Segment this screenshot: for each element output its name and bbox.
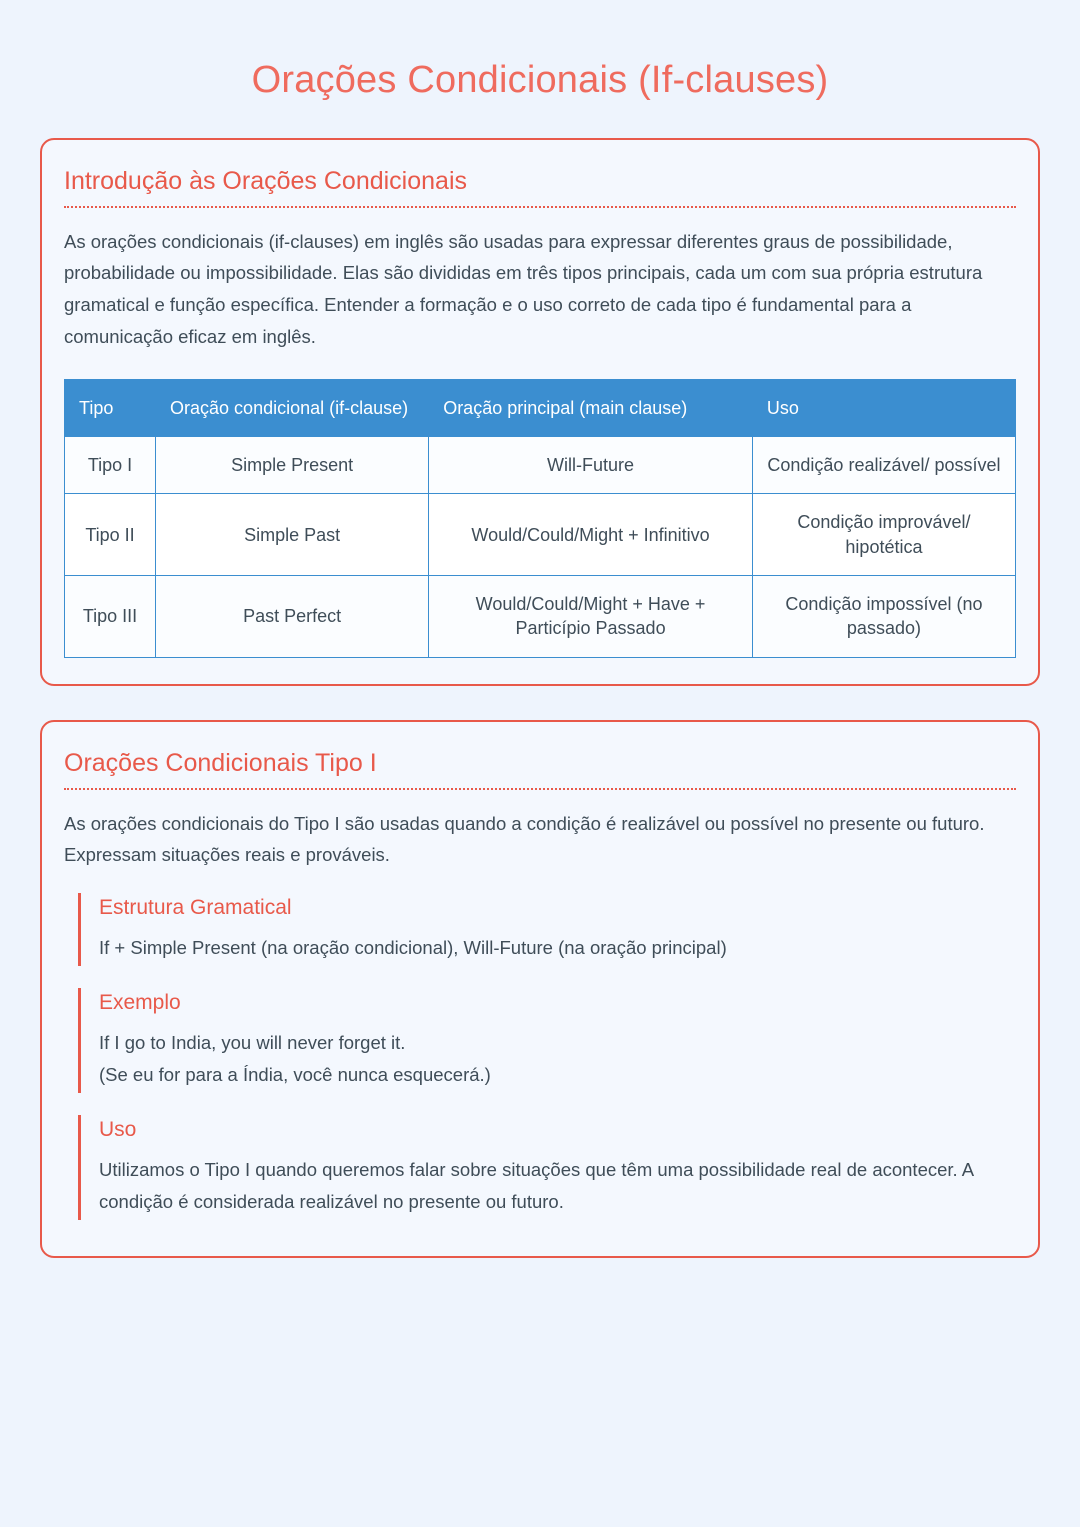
- subsection-title: Uso: [99, 1118, 137, 1142]
- table-row: [65, 494, 1016, 576]
- cell-tipo: Tipo II: [65, 494, 156, 576]
- section-divider: [64, 788, 1016, 790]
- subsection-line-1: If + Simple Present (na oração condicional), Will-Future (na oração principal): [99, 937, 727, 959]
- cell-if-clause: Simple Past: [156, 494, 429, 576]
- cell-if-clause: Simple Present: [156, 437, 429, 494]
- subsection-title: Exemplo: [99, 991, 181, 1015]
- section-title-introduction: Introdução às Orações Condicionais: [64, 166, 468, 195]
- cell-uso: Condição impossível (no passado): [752, 576, 1015, 658]
- subsection-exemplo: [78, 988, 1016, 1093]
- cell-main-clause: Would/Could/Might + Have + Particípio Passado: [429, 576, 753, 658]
- section-divider: [64, 206, 1016, 208]
- cell-uso: Condição improvável/ hipotética: [752, 494, 1015, 576]
- cell-tipo: Tipo I: [65, 437, 156, 494]
- table-header-tipo: Tipo: [65, 379, 156, 436]
- subsection-title: Estrutura Gramatical: [99, 896, 292, 920]
- cell-main-clause: Will-Future: [429, 437, 753, 494]
- section-paragraph-type-one: As orações condicionais do Tipo I são usadas quando a condição é realizável ou possível no presente ou futuro. Expressam situações reais e prováveis.: [64, 812, 985, 866]
- conditional-types-table: [64, 379, 1016, 658]
- cell-uso: Condição realizável/ possível: [752, 437, 1015, 494]
- subsection-body: [99, 1027, 1016, 1091]
- page-title: Orações Condicionais (If-clauses): [251, 59, 829, 101]
- subsection-line-1: If I go to India, you will never forget it.: [99, 1032, 406, 1054]
- section-paragraph-introduction: As orações condicionais (if-clauses) em inglês são usadas para expressar diferentes graus de possibilidade, probabilidade ou impossibilidade. Elas são divididas em três tipos principais, cada um com sua própria estrutura gramatical e função específica. Entender a formação e o uso correto de cada tipo é fundamental para a comunicação eficaz em inglês.: [64, 230, 983, 348]
- subsection-body: [99, 932, 1016, 964]
- cell-tipo: Tipo III: [65, 576, 156, 658]
- table-header-if-clause: Oração condicional (if-clause): [156, 379, 429, 436]
- table-row: [65, 437, 1016, 494]
- table-header-uso: Uso: [752, 379, 1015, 436]
- cell-if-clause: Past Perfect: [156, 576, 429, 658]
- subsection-estrutura-gramatical: [78, 893, 1016, 966]
- section-type-one: [40, 720, 1040, 1258]
- subsection-body: [99, 1154, 1016, 1218]
- section-title-type-one: Orações Condicionais Tipo I: [64, 748, 377, 777]
- cell-main-clause: Would/Could/Might + Infinitivo: [429, 494, 753, 576]
- subsection-line-1: Utilizamos o Tipo I quando queremos falar sobre situações que têm uma possibilidade real de acontecer. A condição é considerada realizável no presente ou futuro.: [99, 1159, 974, 1213]
- section-introduction: [40, 138, 1040, 686]
- subsection-uso: [78, 1115, 1016, 1220]
- table-header-main-clause: Oração principal (main clause): [429, 379, 753, 436]
- subsection-line-2: (Se eu for para a Índia, você nunca esquecerá.): [99, 1064, 491, 1086]
- table-row: [65, 576, 1016, 658]
- table-header-row: [65, 379, 1016, 436]
